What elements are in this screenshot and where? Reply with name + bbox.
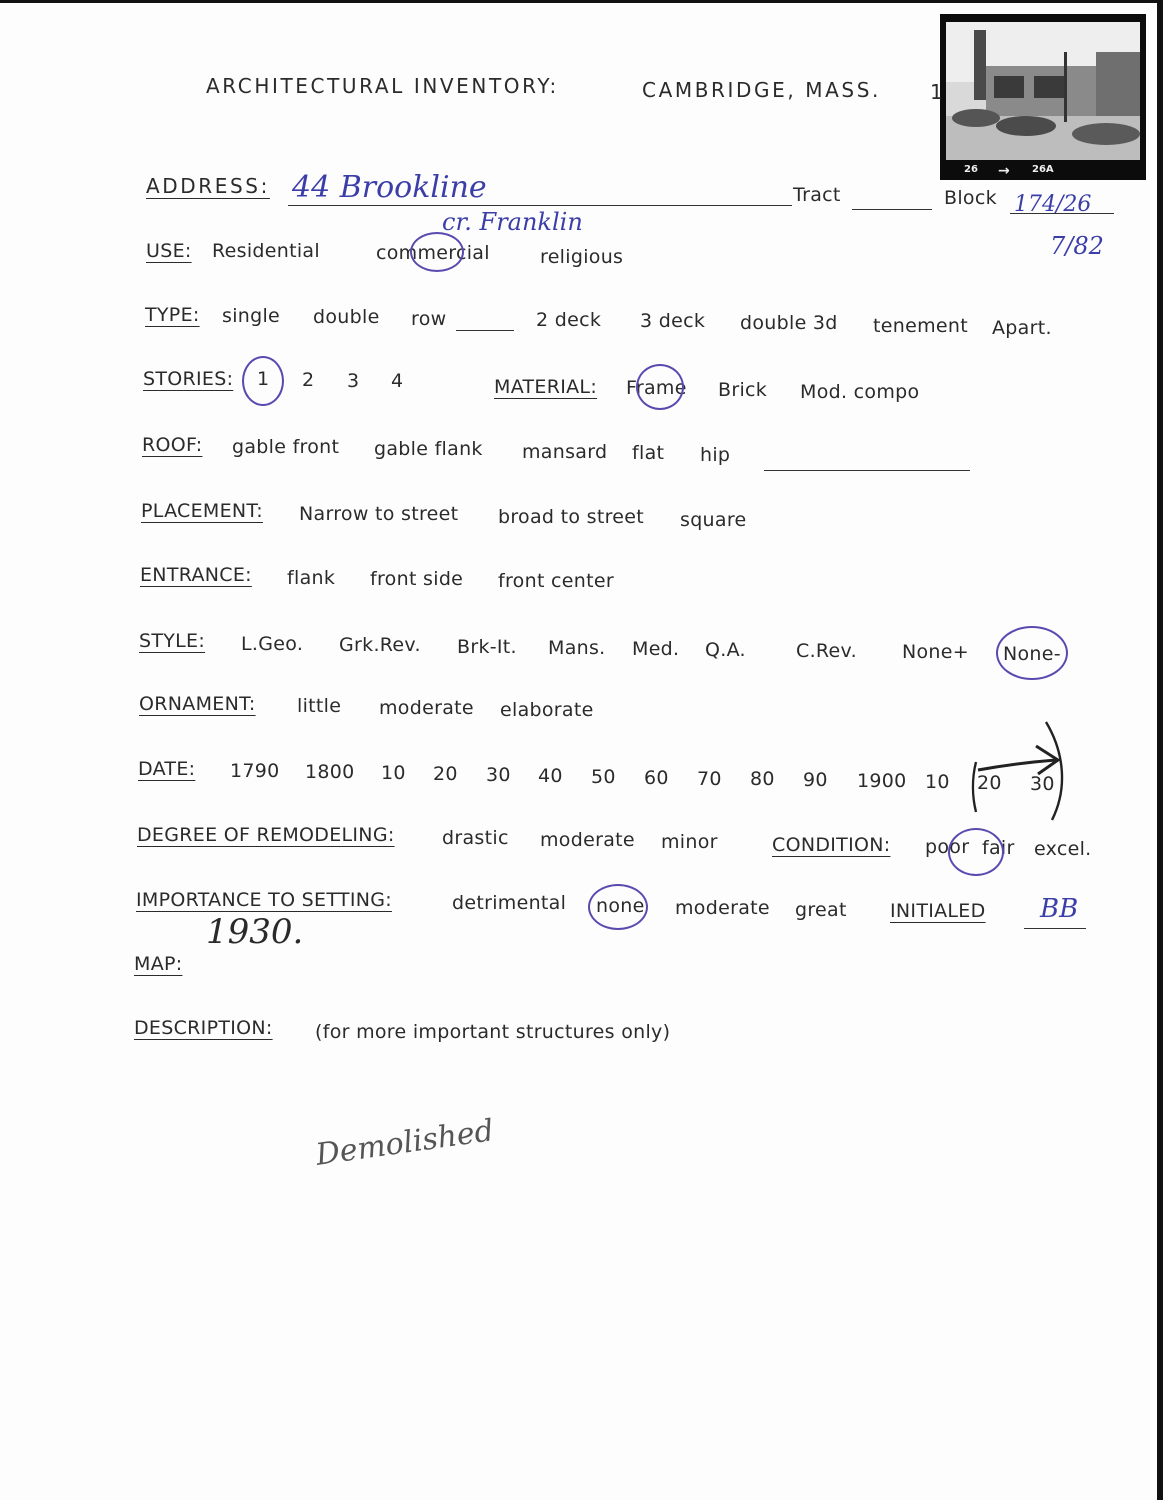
material-label: MATERIAL: — [494, 376, 598, 398]
type-label: TYPE: — [145, 304, 200, 326]
initialed-value: BB — [1040, 894, 1079, 924]
date-option-1820: 20 — [433, 763, 458, 785]
form-title: ARCHITECTURAL INVENTORY: — [206, 74, 559, 98]
date-bracket-arrow-mark — [960, 716, 1070, 826]
use-option-commercial: commercial — [376, 242, 490, 264]
ornament-option-little: little — [297, 695, 342, 717]
stories-option-2: 2 — [302, 369, 315, 391]
stories-option-1: 1 — [257, 368, 270, 390]
entrance-option-frontside: front side — [370, 568, 464, 590]
style-option-qa: Q.A. — [705, 639, 746, 661]
type-option-double: double — [313, 306, 380, 328]
date-option-1790: 1790 — [230, 760, 280, 782]
placement-option-square: square — [680, 509, 747, 531]
type-option-single: single — [222, 305, 281, 327]
scan-edge-top — [0, 0, 1163, 3]
remodeling-option-minor: minor — [661, 831, 718, 853]
date-option-1870: 70 — [697, 768, 722, 790]
material-option-modcompo: Mod. compo — [800, 381, 920, 403]
address-value: 44 Brookline — [292, 170, 487, 205]
importance-option-none: none — [596, 895, 645, 917]
ornament-option-elaborate: elaborate — [500, 699, 594, 721]
film-frame-left: 26 — [964, 164, 978, 175]
importance-option-detrimental: detrimental — [452, 892, 567, 914]
style-option-med: Med. — [632, 638, 680, 660]
ornament-option-moderate: moderate — [379, 697, 474, 719]
date-option-1880: 80 — [750, 768, 775, 790]
tract-label: Tract — [793, 184, 841, 206]
type-option-row: row — [411, 308, 447, 330]
film-frame-right: 26A — [1032, 164, 1054, 175]
stories-selection-circle — [242, 356, 284, 406]
roof-option-gablefront: gable front — [232, 436, 340, 458]
date-option-1910: 10 — [925, 771, 950, 793]
stories-option-4: 4 — [391, 370, 404, 392]
form-city-partial: 1 — [930, 80, 946, 104]
entrance-option-frontcenter: front center — [498, 570, 614, 592]
date-option-1890: 90 — [803, 769, 828, 791]
type-option-tenement: tenement — [873, 315, 968, 337]
date-option-1900: 1900 — [857, 770, 907, 792]
date-option-1850: 50 — [591, 766, 616, 788]
description-label: DESCRIPTION: — [134, 1017, 273, 1039]
tract-line — [852, 209, 932, 210]
style-option-mans: Mans. — [548, 637, 606, 659]
address-line — [288, 205, 792, 206]
address-label: ADDRESS: — [146, 174, 270, 198]
initialed-label: INITIALED — [890, 900, 986, 922]
date-option-1810: 10 — [381, 762, 406, 784]
roof-blank-line — [764, 470, 970, 471]
style-option-crev: C.Rev. — [796, 640, 857, 662]
type-option-apart: Apart. — [992, 317, 1052, 339]
style-option-noneplus: None+ — [902, 641, 969, 663]
roof-label: ROOF: — [142, 434, 203, 456]
date-label: DATE: — [138, 758, 196, 780]
condition-selection-circle — [948, 828, 1004, 876]
date-option-1840: 40 — [538, 765, 563, 787]
material-selection-circle — [636, 364, 684, 410]
condition-label: CONDITION: — [772, 834, 891, 856]
placement-option-narrow: Narrow to street — [299, 503, 459, 525]
entrance-label: ENTRANCE: — [140, 564, 252, 586]
importance-option-great: great — [795, 899, 847, 921]
importance-label: IMPORTANCE TO SETTING: — [136, 889, 392, 911]
cross-street-note: cr. Franklin — [442, 208, 583, 236]
condition-option-fair: fair — [982, 837, 1015, 859]
roof-option-mansard: mansard — [522, 441, 608, 463]
block-value: 174/26 — [1014, 192, 1092, 217]
date-option-1860: 60 — [644, 767, 669, 789]
use-selection-circle — [410, 232, 464, 272]
stories-label: STORIES: — [143, 368, 234, 390]
date-option-1930: 30 — [1030, 773, 1055, 795]
description-handwritten: Demolished — [313, 1113, 496, 1173]
entrance-option-flank: flank — [287, 567, 336, 589]
importance-selection-circle — [588, 884, 648, 930]
map-year-note: 1930. — [206, 912, 304, 952]
placement-option-broad: broad to street — [498, 506, 645, 528]
block-label: Block — [944, 187, 997, 209]
style-selection-circle — [996, 626, 1068, 680]
remodeling-option-drastic: drastic — [442, 827, 509, 849]
type-option-3deck: 3 deck — [640, 310, 706, 332]
roof-option-gableflank: gable flank — [374, 438, 483, 460]
style-option-lgeo: L.Geo. — [241, 633, 304, 655]
placement-label: PLACEMENT: — [141, 500, 263, 522]
roof-option-hip: hip — [700, 444, 731, 466]
description-note: (for more important structures only) — [315, 1021, 671, 1043]
ornament-label: ORNAMENT: — [139, 693, 256, 715]
type-option-2deck: 2 deck — [536, 309, 602, 331]
scan-edge-right — [1157, 0, 1163, 1500]
material-option-frame: Frame — [626, 377, 687, 399]
roof-option-flat: flat — [632, 442, 665, 464]
use-label: USE: — [146, 240, 192, 262]
type-option-double3d: double 3d — [740, 312, 838, 334]
importance-option-moderate: moderate — [675, 897, 770, 919]
style-option-grkrev: Grk.Rev. — [339, 634, 421, 656]
street-photo-image — [946, 22, 1140, 160]
style-option-noneminus: None- — [1003, 643, 1061, 665]
map-label: MAP: — [134, 953, 183, 975]
film-arrow-icon: → — [998, 163, 1010, 179]
initialed-line — [1024, 928, 1086, 929]
condition-option-poor: poor — [925, 836, 970, 858]
use-option-religious: religious — [540, 246, 624, 268]
style-label: STYLE: — [139, 630, 206, 652]
date-option-1920: 20 — [977, 772, 1002, 794]
material-option-brick: Brick — [718, 379, 768, 401]
date-option-1800: 1800 — [305, 761, 355, 783]
condition-option-excel: excel. — [1034, 838, 1092, 860]
date-note: 7/82 — [1050, 232, 1104, 260]
stories-option-3: 3 — [347, 370, 360, 392]
type-blank-line — [456, 330, 514, 331]
form-city: CAMBRIDGE, MASS. — [642, 78, 881, 102]
date-option-1830: 30 — [486, 764, 511, 786]
style-option-brkit: Brk-It. — [457, 636, 517, 658]
remodeling-label: DEGREE OF REMODELING: — [137, 824, 395, 846]
building-photo — [940, 14, 1146, 180]
use-option-residential: Residential — [212, 240, 320, 262]
remodeling-option-moderate: moderate — [540, 829, 635, 851]
